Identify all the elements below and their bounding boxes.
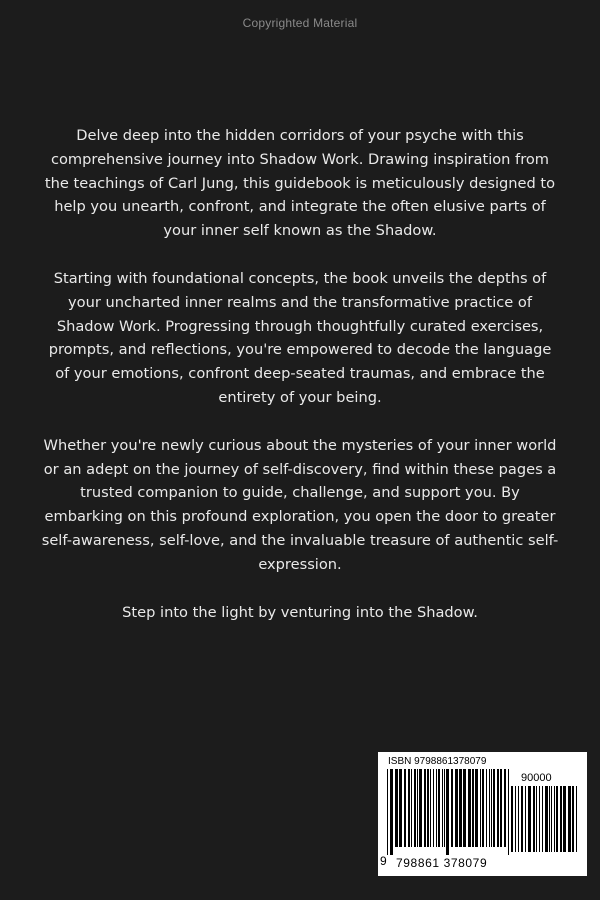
back-cover-blurb	[40, 124, 560, 648]
isbn-barcode-panel	[378, 752, 587, 876]
barcode-bar	[427, 769, 429, 847]
barcode-bar	[482, 769, 484, 847]
barcode-bar	[497, 769, 499, 847]
barcode-bar	[493, 769, 495, 847]
barcode-bar	[419, 769, 422, 847]
barcode-bar	[480, 769, 481, 847]
barcode-bar	[442, 769, 443, 847]
barcode-bar	[491, 769, 492, 847]
barcode-bar	[430, 769, 431, 847]
barcode-bar	[436, 769, 437, 847]
barcode-bar	[399, 769, 402, 847]
barcode-bar	[475, 769, 478, 847]
barcode-bar	[468, 769, 471, 847]
barcode-bar	[455, 769, 458, 847]
barcode-bar	[521, 786, 523, 852]
barcode-bar	[417, 769, 418, 847]
isbn-label: ISBN 9798861378079	[388, 756, 487, 767]
barcode-bar	[408, 769, 410, 847]
barcode-bar	[486, 769, 487, 847]
barcode-bar	[424, 769, 426, 847]
barcode-lead-digit: 9	[380, 854, 387, 868]
barcode-bar	[515, 786, 516, 852]
barcode-bar	[444, 769, 445, 847]
barcode-bar	[504, 769, 506, 847]
barcode-bar	[395, 769, 398, 847]
barcode-bar	[528, 786, 531, 852]
barcode-bar	[404, 769, 406, 847]
blurb-paragraph-3: Whether you're newly curious about the mysteries of your inner world or an adept on the journey of self-discovery, find within these pages a trusted companion to guide, challenge, and support you. By embarking on this profound exploration, you open the door to greater self-awareness, self-love, and the invaluable treasure of authentic self-expression.	[41, 436, 559, 573]
copyright-watermark-top: Copyrighted Material	[242, 16, 358, 30]
barcode-bar	[572, 786, 574, 852]
barcode-bar	[525, 786, 526, 852]
barcode-bar	[568, 786, 571, 852]
barcode-bar	[554, 786, 555, 852]
barcode-bar	[545, 786, 548, 852]
barcode-bar	[536, 786, 537, 852]
barcode-bar	[414, 769, 416, 847]
barcode-bar	[390, 769, 393, 855]
blurb-closing-line: Step into the light by venturing into the Shadow.	[122, 603, 478, 621]
barcode-digits: 798861 378079	[396, 856, 488, 870]
barcode-bar	[459, 769, 462, 847]
barcode-bar	[551, 786, 552, 852]
ean13-barcode-bars	[386, 769, 510, 855]
barcode-bar	[533, 786, 535, 852]
blurb-paragraph-1: Delve deep into the hidden corridors of your psyche with this comprehensive journey into Shadow Work. Drawing inspiration from the teachings of Carl Jung, this guidebook is meticulously designed to help you unearth, confront, and integrate the often elusive parts of your inner self known as the Shadow.	[44, 127, 556, 240]
barcode-bar	[387, 769, 388, 855]
blurb-paragraph-2: Starting with foundational concepts, the book unveils the depths of your uncharted inner realms and the transformative practice of Shadow Work. Progressing through thoughtfully curated exercises, prompts, and reflections, you're empowered to decode the language of your emotions, confront deep-seated traumas, and embrace the entirety of your being.	[48, 269, 552, 406]
barcode-bar	[438, 769, 440, 847]
barcode-bar	[556, 786, 558, 852]
barcode-bar	[518, 786, 519, 852]
barcode-bar	[539, 786, 540, 852]
barcode-bar	[433, 769, 434, 847]
barcode-bar	[542, 786, 543, 852]
barcode-bar	[472, 769, 474, 847]
price-addon-code: 90000	[521, 772, 552, 784]
barcode-bar	[463, 769, 466, 847]
barcode-bar	[576, 786, 577, 852]
barcode-bar	[489, 769, 490, 847]
barcode-bar	[563, 786, 566, 852]
barcode-bar	[500, 769, 502, 847]
barcode-bar	[411, 769, 412, 847]
barcode-bar	[446, 769, 449, 855]
price-addon-bars	[510, 786, 580, 860]
barcode-bar	[560, 786, 562, 852]
barcode-bar	[511, 786, 513, 852]
barcode-bar	[508, 769, 509, 855]
barcode-bar	[451, 769, 453, 847]
barcode-bar	[549, 786, 550, 852]
